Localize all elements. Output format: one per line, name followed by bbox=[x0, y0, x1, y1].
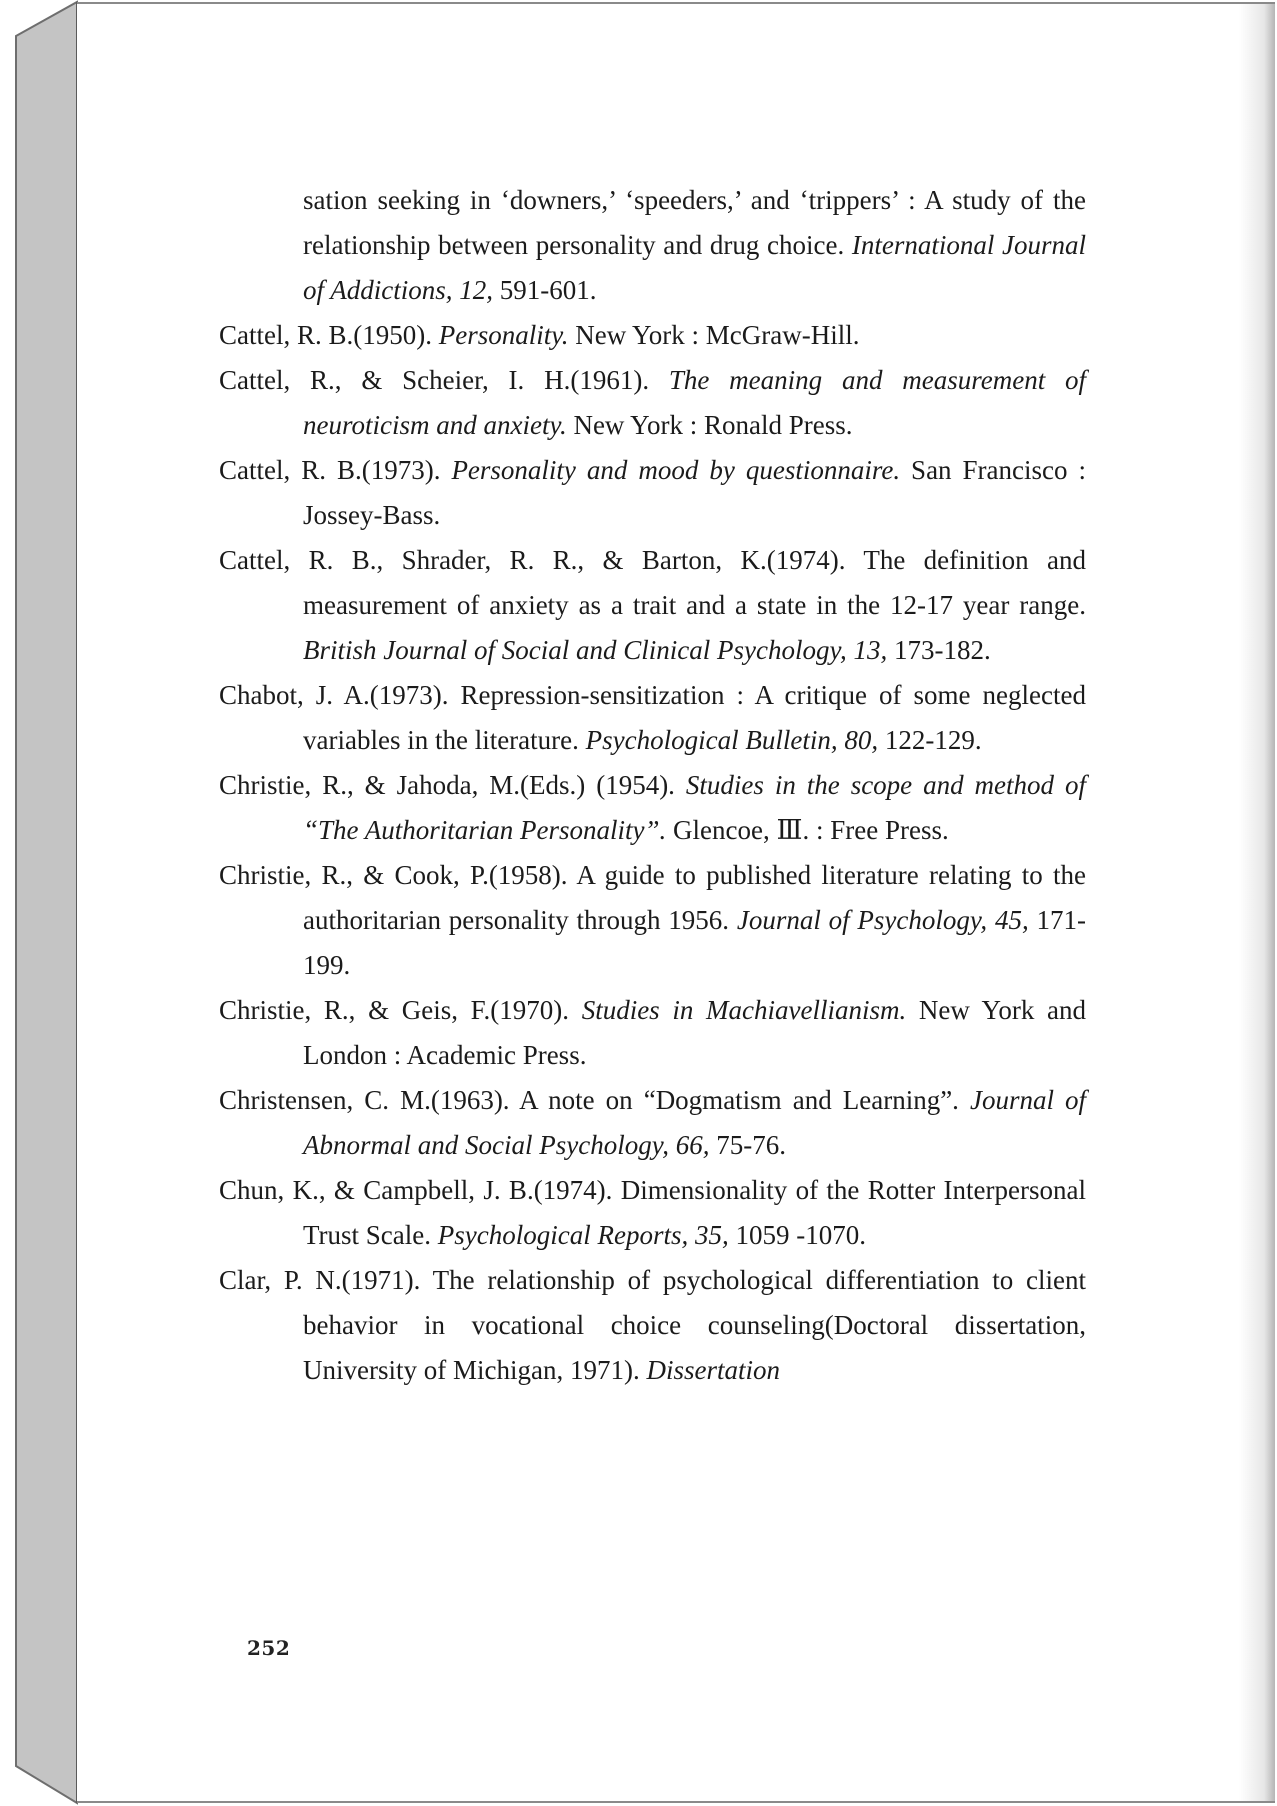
page-edge-shadow bbox=[1239, 4, 1275, 1801]
reference-italic-text: Dissertation bbox=[646, 1355, 780, 1385]
reference-italic-text: Psychological Bulletin, 80, bbox=[585, 725, 879, 755]
reference-text: Cattel, R. B.(1973). bbox=[219, 455, 452, 485]
reference-entry bbox=[219, 1168, 1086, 1258]
reference-text: Clar, P. N.(1971). The relationship of psychological differentiation to client behavior in vocational choice counseling(Doctoral dissertation, University of Michigan, 1971). bbox=[219, 1265, 1086, 1385]
reference-text: Chun, K., & Campbell, J. B.(1974). Dimensionality of the Rotter Interpersonal Trust Scale. bbox=[219, 1175, 1086, 1250]
reference-list bbox=[219, 178, 1086, 1393]
reference-italic-text: British Journal of Social and Clinical Psychology, 13, bbox=[303, 635, 888, 665]
reference-text: Glencoe, Ⅲ. : Free Press. bbox=[666, 815, 949, 845]
reference-text: Christensen, C. M.(1963). A note on “Dogmatism and Learning”. bbox=[219, 1085, 970, 1115]
reference-entry bbox=[219, 1258, 1086, 1393]
reference-text: Chabot, J. A.(1973). Repression-sensitization : A critique of some neglected variables in the literature. bbox=[219, 680, 1086, 755]
reference-italic-text: Psychological Reports, 35, bbox=[437, 1220, 729, 1250]
reference-italic-text: Journal of Abnormal and Social Psychology, 66, bbox=[303, 1085, 1086, 1160]
reference-italic-text: International Journal of Addictions, 12, bbox=[303, 230, 1087, 305]
reference-italic-text: Studies in Machiavellianism. bbox=[581, 995, 907, 1025]
reference-text: New York and London : Academic Press. bbox=[303, 995, 1086, 1070]
reference-text: Christie, R., & Jahoda, M.(Eds.) (1954). bbox=[219, 770, 686, 800]
reference-text: 122-129. bbox=[878, 725, 982, 755]
reference-italic-text: Journal of Psychology, 45, bbox=[736, 905, 1029, 935]
reference-entry bbox=[219, 673, 1086, 763]
reference-text: Cattel, R. B.(1950). bbox=[219, 320, 439, 350]
reference-text: New York : McGraw-Hill. bbox=[568, 320, 860, 350]
page-number: 252 bbox=[247, 1636, 291, 1660]
reference-text: 591-601. bbox=[493, 275, 597, 305]
reference-italic-text: The meaning and measurement of neuroticism and anxiety. bbox=[303, 365, 1087, 440]
reference-entry bbox=[219, 313, 1086, 358]
reference-text: Christie, R., & Cook, P.(1958). A guide to published literature relating to the authoritarian personality through 1956. bbox=[219, 860, 1086, 935]
reference-text: Cattel, R. B., Shrader, R. R., & Barton, K.(1974). The definition and measurement of anxiety as a trait and a state in the 12-17 year range. bbox=[219, 545, 1086, 620]
reference-entry bbox=[219, 1078, 1086, 1168]
reference-entry bbox=[219, 448, 1086, 538]
reference-text: Cattel, R., & Scheier, I. H.(1961). bbox=[219, 365, 669, 395]
reference-text: 171-199. bbox=[303, 905, 1086, 980]
reference-entry bbox=[219, 853, 1086, 988]
reference-entry bbox=[219, 763, 1086, 853]
reference-text: 75-76. bbox=[709, 1130, 786, 1160]
reference-italic-text: Personality and mood by questionnaire. bbox=[451, 455, 901, 485]
reference-italic-text: Personality. bbox=[438, 320, 569, 350]
reference-italic-text: Studies in the scope and method of “The Authoritarian Personality”. bbox=[303, 770, 1086, 845]
reference-entry bbox=[219, 538, 1086, 673]
reference-text: 1059 -1070. bbox=[728, 1220, 866, 1250]
reference-entry-continued bbox=[219, 178, 1086, 313]
reference-text: 173-182. bbox=[887, 635, 991, 665]
reference-text: Christie, R., & Geis, F.(1970). bbox=[219, 995, 582, 1025]
reference-entry bbox=[219, 358, 1086, 448]
reference-text: San Francisco : Jossey-Bass. bbox=[303, 455, 1086, 530]
reference-text: New York : Ronald Press. bbox=[566, 410, 853, 440]
reference-text: sation seeking in ‘downers,’ ‘speeders,’ and ‘trippers’ : A study of the relationship between personality and drug choice. bbox=[303, 185, 1086, 260]
reference-entry bbox=[219, 988, 1086, 1078]
